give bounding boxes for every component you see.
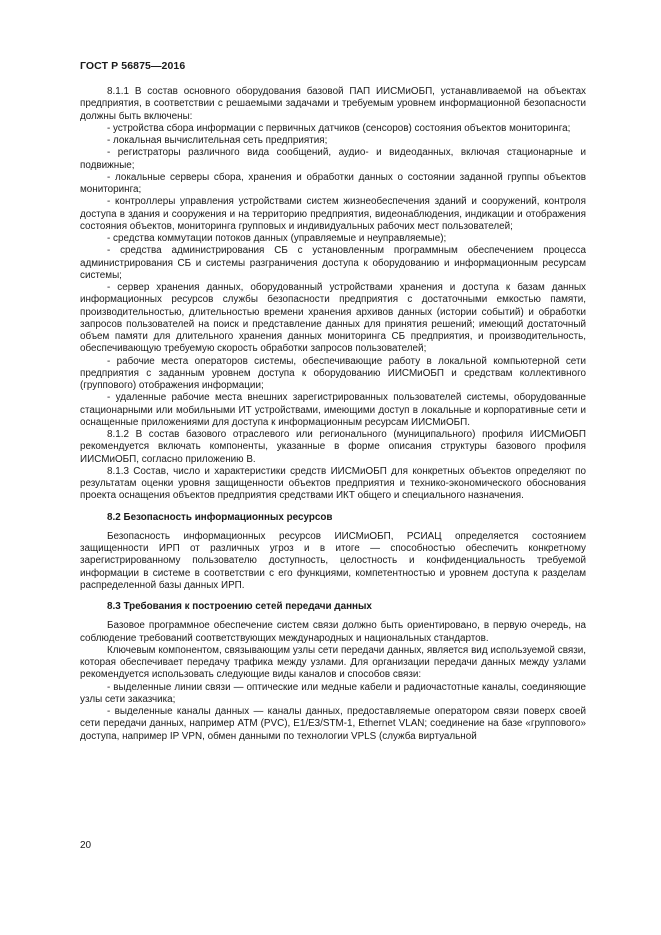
- standard-header: ГОСТ Р 56875—2016: [80, 60, 186, 72]
- paragraph-key-component: Ключевым компонентом, связывающим узлы сети передачи данных, является вид используемой связи, которая обеспечивает передачу трафика между узлами. Для организации передачи данных между узлами рекомендуется использовать следующие виды каналов и способов связи:: [80, 644, 586, 681]
- list-item: - регистраторы различного вида сообщений, аудио- и видеоданных, включая стационарные и подвижные;: [80, 147, 586, 171]
- list-item: - устройства сбора информации с первичных датчиков (сенсоров) состояния объектов мониторинга;: [107, 122, 571, 134]
- list-item: - сервер хранения данных, оборудованный устройствами хранения и доступа к базам данных информационных ресурсов службы безопасности предприятия с достаточными емкостью памяти, производительностью, длительностью времени хранения архивов данных (истории событий) и обработки запросов пользователей на поиск и представление данных для принятия решений; имеющий достаточный объем памяти для длительного хранения данных мониторинга СБ предприятия, и производительность, обеспечивающую требуемую скорость обработки запросов пользователей;: [80, 282, 586, 355]
- list-item: - локальные серверы сбора, хранения и обработки данных о состоянии заданной группы объектов мониторинга;: [80, 171, 586, 195]
- section-heading-8-2: 8.2 Безопасность информационных ресурсов: [107, 511, 333, 523]
- document-body: [80, 86, 586, 743]
- paragraph-8-1-2: 8.1.2 В состав базового отраслевого или регионального (муниципального) профиля ИИСМиОБП рекомендуется включать компоненты, указанные в форме описания структуры базового профиля ИИСМиОБП, согласно приложению В.: [80, 429, 586, 465]
- list-item: - удаленные рабочие места внешних зарегистрированных пользователей системы, оборудованные стационарными или мобильными ИТ устройствами, имеющими доступ в локальные и корпоративные сети и оснащенные приложениями для доступа к информационным ресурсам ИИСМиОБП.: [80, 392, 586, 428]
- list-item: - выделенные каналы данных — каналы данных, предоставляемые оператором связи поверх своей сети передачи данных, например АТМ (PVC), E1/E3/STM-1, Ethernet VLAN; соединение на базе «группового» доступа, например IP VPN, обмен данными по технологии VPLS (служба виртуальной: [80, 706, 586, 742]
- list-item: - локальная вычислительная сеть предприятия;: [107, 135, 328, 146]
- list-item: - средства коммутации потоков данных (управляемые и неуправляемые);: [107, 233, 447, 244]
- paragraph-security: Безопасность информационных ресурсов ИИСМиОБП, РСИАЦ определяется состоянием защищенности ИРП от различных угроз и в итоге — способностью обеспечить конкретному зарегистрированному пользователю доступность, целостность и конфиденциальность требуемой информации в системе в соответствии с его функциями, компетентностью и уровнем доступа к разделам распределенной базы данных ИРП.: [80, 530, 586, 591]
- section-heading-8-3: 8.3 Требования к построению сетей передачи данных: [107, 601, 372, 612]
- paragraph-8-1-3: 8.1.3 Состав, число и характеристики средств ИИСМиОБП для конкретных объектов определяют по результатам оценки уровня защищенности объектов предприятия и технико-экономического обоснования проекта оснащения объектов предприятия средствами ИКТ общего и специального назначения.: [80, 465, 586, 502]
- list-item: - средства администрирования СБ с установленным программным обеспечением процесса администрирования СБ и системы разграничения доступа к оборудованию и информационным ресурсам системы;: [80, 245, 586, 281]
- list-item: - контроллеры управления устройствами систем жизнеобеспечения зданий и сооружений, контроля доступа в здания и сооружения и на территорию предприятия, видеонаблюдения, индикации и отображения состояния объектов, мониторинга групповых и индивидуальных рабочих мест пользователей;: [80, 196, 586, 232]
- list-item: - рабочие места операторов системы, обеспечивающие работу в локальной компьютерной сети предприятия с заданным уровнем доступа к оборудованию ИИСМиОБП и средствам коллективного (группового) отображения информации;: [80, 355, 586, 391]
- page-number: 20: [80, 840, 92, 851]
- paragraph-software: Базовое программное обеспечение систем связи должно быть ориентировано, в первую очередь, на соблюдение требований соответствующих международных и национальных стандартов.: [80, 620, 586, 644]
- list-item: - выделенные линии связи — оптические или медные кабели и радиочастотные каналы, соединяющие узлы сети заказчика;: [80, 681, 586, 705]
- paragraph-8-1-1: 8.1.1 В состав основного оборудования базовой ПАП ИИСМиОБП, устанавливаемой на объектах предприятия, в соответствии с решаемыми задачами и требуемым уровнем информационной безопасности должны быть включены:: [80, 86, 586, 122]
